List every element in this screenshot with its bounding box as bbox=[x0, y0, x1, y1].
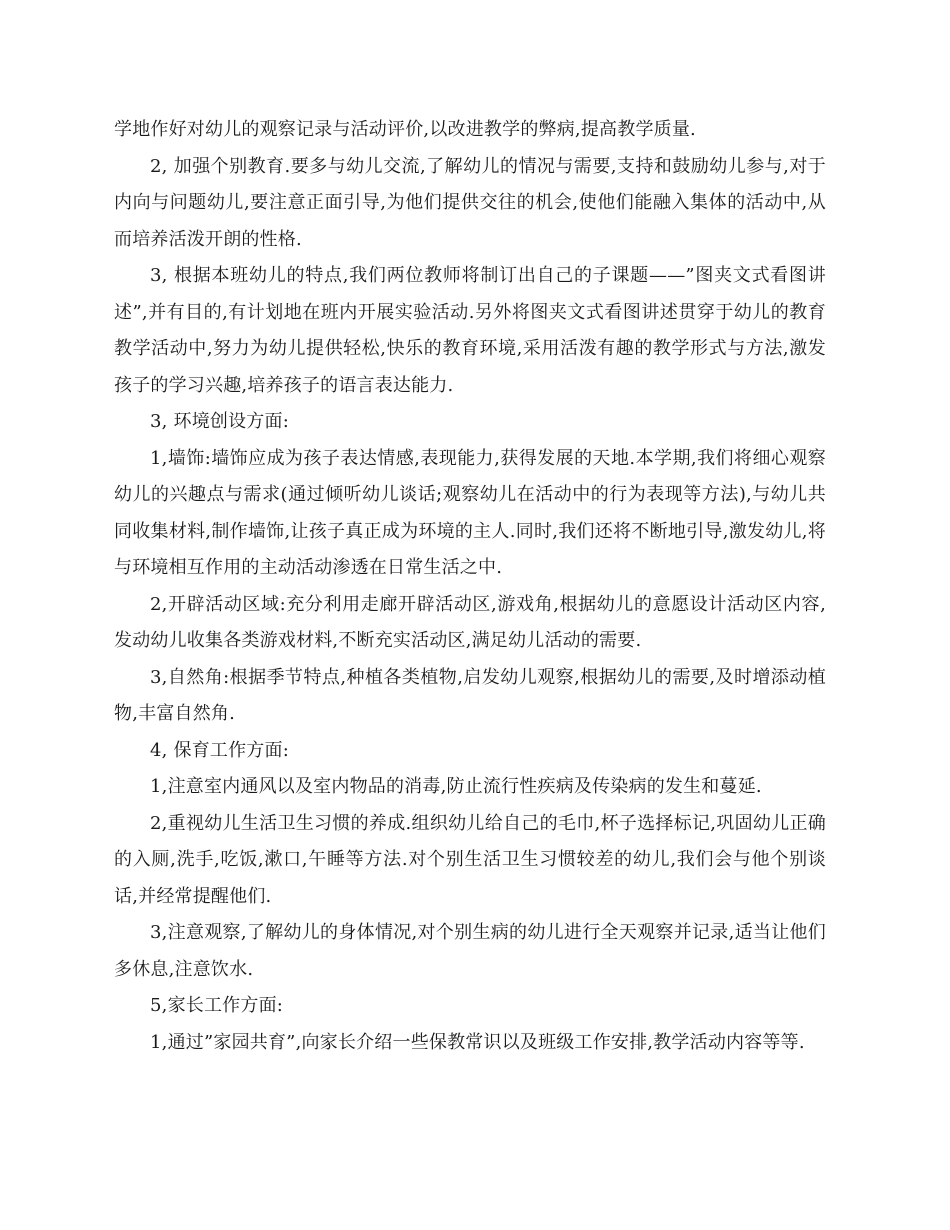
paragraph-wall-decoration: 1,墙饰:墙饰应成为孩子表达情感,表现能力,获得发展的天地.本学期,我们将细心观察幼儿的兴趣点与需求(通过倾听幼儿谈话;观察幼儿在活动中的行为表现等方法),与幼儿共同收集材料,制作墙饰,让孩子真正成为环境的主人.同时,我们还将不断地引导,激发幼儿,将与环境相互作用的主动活动渗透在日常生活之中. bbox=[114, 447, 826, 578]
heading-environment-creation: 3, 环境创设方面: bbox=[150, 411, 289, 432]
paragraph-activity-areas: 2,开辟活动区域:充分利用走廊开辟活动区,游戏角,根据幼儿的意愿设计活动区内容,发动幼儿收集各类游戏材料,不断充实活动区,满足幼儿活动的需要. bbox=[114, 593, 826, 651]
heading-parent-work: 5,家长工作方面: bbox=[150, 995, 284, 1016]
heading-childcare-work: 4, 保育工作方面: bbox=[150, 739, 289, 761]
paragraph-observation-record: 学地作好对幼儿的观察记录与活动评价,以改进教学的弊病,提高教学质量. bbox=[114, 119, 696, 140]
paragraph-nature-corner: 3,自然角:根据季节特点,种植各类植物,启发幼儿观察,根据幼儿的需要,及时增添动植物,丰富自然角. bbox=[114, 666, 826, 724]
paragraph-individual-education: 2, 加强个别教育.要多与幼儿交流,了解幼儿的情况与需要,支持和鼓励幼儿参与,对于内向与问题幼儿,要注意正面引导,为他们提供交往的机会,使他们能融入集体的活动中,从而培养活泼开朗的性格. bbox=[114, 155, 826, 250]
paragraph-hygiene-habits: 2,重视幼儿生活卫生习惯的养成.组织幼儿给自己的毛巾,杯子选择标记,巩固幼儿正确的入厕,洗手,吃饭,漱口,午睡等方法.对个别生活卫生习惯较差的幼儿,我们会与他个别谈话,并经常提醒他们. bbox=[114, 812, 826, 907]
paragraph-subtopic-picture-narration: 3, 根据本班幼儿的特点,我们两位教师将制订出自己的子课题——”图夹文式看图讲述”,并有目的,有计划地在班内开展实验活动.另外将图夹文式看图讲述贯穿于幼儿的教育教学活动中,努力为幼儿提供轻松,快乐的教育环境,采用活泼有趣的教学形式与方法,激发孩子的学习兴趣,培养孩子的语言表达能力. bbox=[114, 265, 826, 396]
paragraph-health-observation: 3,注意观察,了解幼儿的身体情况,对个别生病的幼儿进行全天观察并记录,适当让他们多休息,注意饮水. bbox=[114, 922, 826, 980]
document-body bbox=[114, 112, 826, 1061]
paragraph-home-school-cooperation: 1,通过”家园共育”,向家长介绍一些保教常识以及班级工作安排,教学活动内容等等. bbox=[150, 1031, 805, 1053]
paragraph-ventilation-disinfection: 1,注意室内通风以及室内物品的消毒,防止流行性疾病及传染病的发生和蔓延. bbox=[150, 776, 762, 797]
